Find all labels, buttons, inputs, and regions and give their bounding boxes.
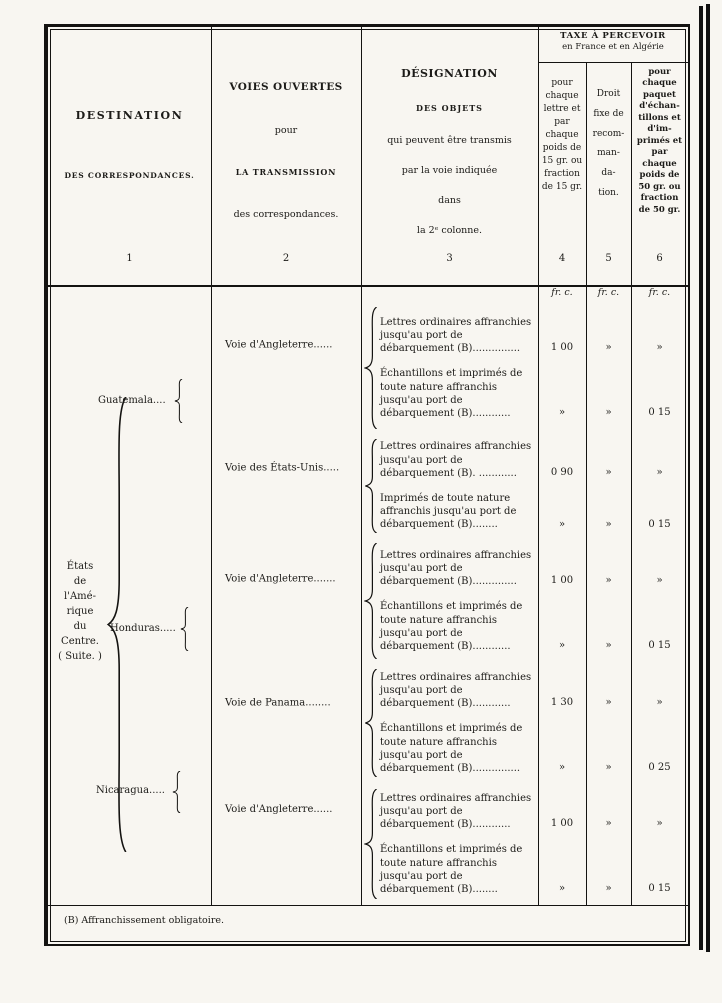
taxe-lettre-text: pour chaque lettre et par chaque poids de 15 gr. ou fraction de 15 gr. bbox=[541, 78, 583, 193]
header-droit-fixe bbox=[586, 63, 631, 285]
tariff-item bbox=[48, 549, 688, 589]
tariff-item bbox=[48, 367, 688, 420]
tariff-item bbox=[48, 843, 688, 896]
designation-line-5: dans bbox=[438, 195, 461, 206]
taxe-paquet-text: pour chaque paquet d'échan- tillons et d'im- primés et par chaque poids de 50 gr. ou fraction de 50 gr. bbox=[636, 67, 683, 215]
group-line: l'Amé- bbox=[64, 591, 96, 602]
rate-paquet: » bbox=[656, 467, 663, 478]
tariff-item bbox=[48, 792, 688, 832]
droit-fixe-text: Droit fixe de recom- man- da- tion. bbox=[592, 89, 625, 198]
group-line: du bbox=[73, 621, 87, 632]
header-destination bbox=[48, 27, 211, 285]
rate-paquet: » bbox=[656, 342, 663, 354]
column-number-4: 4 bbox=[558, 253, 566, 264]
currency-units-row bbox=[48, 287, 688, 305]
voies-line-2: pour bbox=[274, 125, 298, 136]
page-binding-edge bbox=[706, 4, 710, 952]
column-number-3: 3 bbox=[446, 253, 453, 264]
rate-paquet: 0 15 bbox=[648, 640, 671, 652]
voie-label: Voie d'Angleterre....... bbox=[225, 573, 336, 585]
rate-paquet: » bbox=[656, 575, 663, 587]
taxe-banner bbox=[538, 27, 688, 63]
rate-recommandation: » bbox=[605, 818, 612, 830]
rate-lettre: » bbox=[558, 640, 566, 652]
voie-label: Voie de Panama........ bbox=[225, 697, 331, 709]
destination-brace-icon bbox=[174, 379, 183, 423]
destination-honduras: Honduras..... bbox=[110, 623, 176, 634]
designation-text: Lettres ordinaires affranchies jusqu'au port de débarquement (B)............ bbox=[380, 792, 532, 831]
tariff-item bbox=[48, 492, 688, 532]
tariff-block-honduras-panama bbox=[48, 667, 688, 779]
rate-paquet: 0 15 bbox=[648, 883, 671, 895]
rate-recommandation: » bbox=[605, 467, 612, 478]
group-line: ( Suite. ) bbox=[58, 651, 102, 662]
tariff-block-nicaragua-angleterre bbox=[48, 787, 688, 901]
rate-recommandation: » bbox=[605, 575, 612, 587]
destination-group-label bbox=[50, 559, 110, 664]
destination-brace-icon bbox=[180, 607, 189, 651]
rate-lettre: » bbox=[558, 407, 566, 419]
rate-paquet: 0 15 bbox=[648, 407, 671, 419]
rate-paquet: 0 15 bbox=[648, 518, 671, 530]
page-binding-edge bbox=[699, 6, 703, 950]
designation-line-6: la 2ᵉ colonne. bbox=[416, 225, 483, 236]
taxe-subtitle: en France et en Algérie bbox=[562, 42, 664, 52]
tariff-item bbox=[48, 316, 688, 356]
rate-lettre: 1 00 bbox=[550, 818, 574, 830]
designation-text: Lettres ordinaires affranchies jusqu'au port de débarquement (B)............... bbox=[380, 316, 532, 355]
voies-line-3: LA TRANSMISSION bbox=[235, 167, 337, 177]
rate-recommandation: » bbox=[605, 518, 612, 530]
tariff-table bbox=[44, 24, 690, 946]
rate-paquet: 0 25 bbox=[648, 762, 671, 774]
unit-col4: fr. c. bbox=[551, 287, 573, 298]
destination-brace-icon bbox=[172, 771, 181, 813]
voies-line-4: des correspondances. bbox=[233, 209, 339, 220]
rate-recommandation: » bbox=[605, 407, 612, 419]
column-number-2: 2 bbox=[282, 253, 290, 264]
rate-lettre: » bbox=[558, 762, 566, 774]
destination-subtitle: DES CORRESPONDANCES. bbox=[64, 171, 195, 180]
table-footnote: (B) Affranchissement obligatoire. bbox=[64, 915, 224, 926]
column-number-1: 1 bbox=[126, 253, 133, 264]
header-voies bbox=[211, 27, 361, 285]
group-line: Centre. bbox=[61, 636, 99, 647]
designation-text: Lettres ordinaires affranchies jusqu'au port de débarquement (B).............. bbox=[380, 549, 532, 588]
designation-text: Imprimés de toute nature affranchis jusqu'au port de débarquement (B)........ bbox=[380, 493, 517, 531]
designation-text: Échantillons et imprimés de toute nature affranchis jusqu'au port de débarquement (B)........ bbox=[380, 844, 523, 895]
column-number-6: 6 bbox=[656, 253, 663, 264]
voie-label: Voie des États-Unis..... bbox=[225, 462, 340, 474]
taxe-title: TAXE À PERCEVOIR bbox=[560, 31, 666, 41]
voies-title: VOIES OUVERTES bbox=[229, 81, 343, 93]
body-bottom-rule bbox=[48, 905, 688, 906]
designation-line-3: qui peuvent être transmis bbox=[387, 135, 512, 146]
rate-recommandation: » bbox=[605, 342, 612, 354]
rate-paquet: » bbox=[656, 697, 663, 709]
rate-recommandation: » bbox=[605, 640, 612, 652]
designation-title: DÉSIGNATION bbox=[401, 67, 498, 80]
designation-text: Lettres ordinaires affranchies jusqu'au port de débarquement (B)............ bbox=[380, 671, 532, 710]
rate-paquet: » bbox=[656, 818, 663, 830]
rate-recommandation: » bbox=[605, 762, 612, 774]
designation-text: Échantillons et imprimés de toute nature affranchis jusqu'au port de débarquement (B)............ bbox=[380, 368, 523, 419]
designation-text: Échantillons et imprimés de toute nature affranchis jusqu'au port de débarquement (B)............ bbox=[380, 601, 523, 652]
designation-text: Échantillons et imprimés de toute nature affranchis jusqu'au port de débarquement (B)............... bbox=[380, 723, 523, 774]
tariff-item bbox=[48, 440, 688, 480]
tariff-item bbox=[48, 671, 688, 711]
rate-lettre: » bbox=[558, 883, 566, 895]
rate-lettre: 1 00 bbox=[550, 342, 574, 354]
rate-lettre: » bbox=[558, 518, 566, 530]
rate-recommandation: » bbox=[605, 883, 612, 895]
column-number-5: 5 bbox=[605, 253, 612, 264]
group-line: de bbox=[73, 576, 87, 587]
designation-line-2: DES OBJETS bbox=[416, 103, 483, 113]
destination-title: DESTINATION bbox=[75, 109, 184, 122]
rate-lettre: 0 90 bbox=[550, 467, 574, 478]
tariff-block-guatemala-angleterre bbox=[48, 305, 688, 431]
group-line: États bbox=[66, 561, 94, 572]
header-taxe-paquet bbox=[631, 63, 688, 285]
unit-col5: fr. c. bbox=[597, 287, 620, 298]
rate-recommandation: » bbox=[605, 697, 612, 709]
header-taxe-lettre bbox=[538, 63, 586, 285]
destination-guatemala: Guatemala.... bbox=[98, 395, 166, 406]
voie-label: Voie d'Angleterre...... bbox=[225, 339, 333, 351]
designation-text: Lettres ordinaires affranchies jusqu'au port de débarquement (B). ............ bbox=[380, 441, 532, 479]
group-line: rique bbox=[66, 606, 94, 617]
table-body bbox=[48, 287, 688, 905]
tariff-block-honduras-angleterre bbox=[48, 541, 688, 661]
header-designation bbox=[361, 27, 538, 285]
destination-nicaragua: Nicaragua..... bbox=[96, 785, 165, 796]
unit-col6: fr. c. bbox=[648, 287, 671, 298]
designation-line-4: par la voie indiquée bbox=[401, 165, 498, 176]
rate-lettre: 1 00 bbox=[550, 575, 574, 587]
tariff-item bbox=[48, 722, 688, 775]
voie-label: Voie d'Angleterre...... bbox=[225, 804, 333, 816]
rate-lettre: 1 30 bbox=[550, 697, 574, 709]
tariff-block-guatemala-etats-unis bbox=[48, 437, 688, 535]
